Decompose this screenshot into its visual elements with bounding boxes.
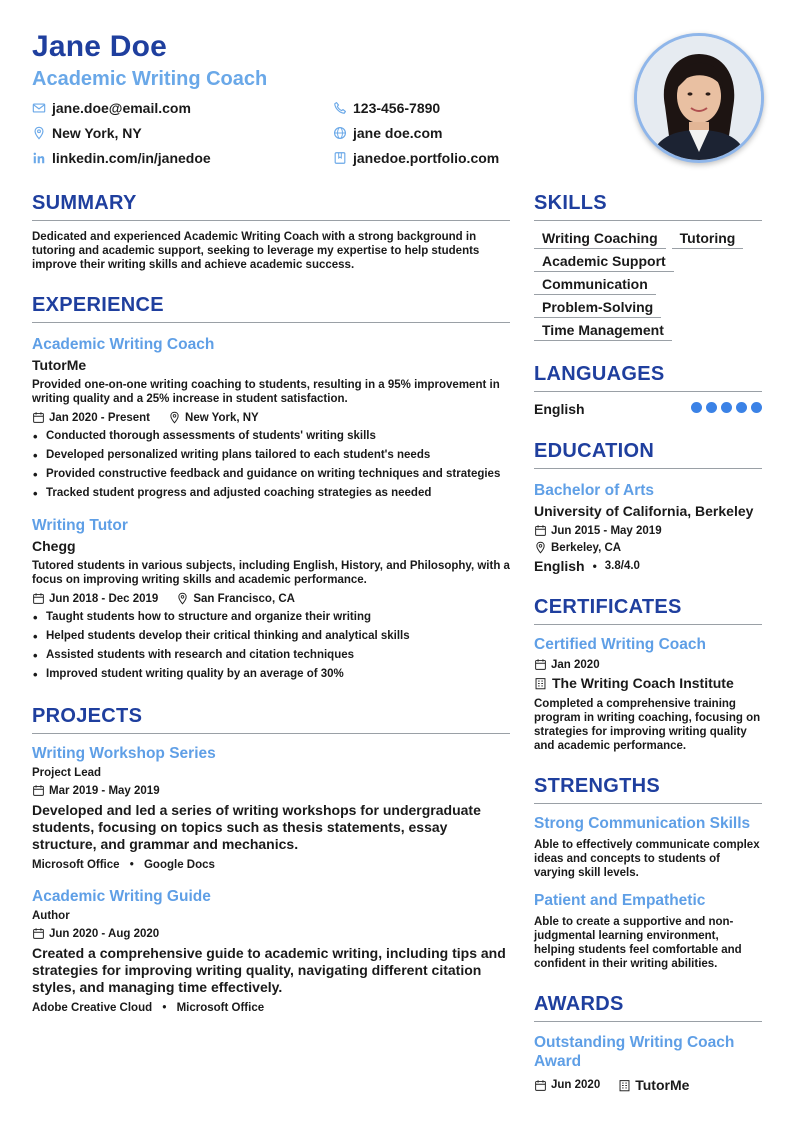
skill-tag: Tutoring: [672, 230, 744, 249]
project-role: Author: [32, 910, 70, 922]
award-title: Outstanding Writing Coach Award: [534, 1034, 735, 1070]
education-section: [534, 440, 762, 574]
language-name: English: [534, 401, 585, 417]
certificate-issuer: [534, 675, 762, 691]
job-location: [168, 411, 259, 424]
project-dates: [32, 927, 159, 940]
job-company: Chegg: [32, 538, 76, 554]
experience-item: [32, 517, 510, 681]
location-icon: [176, 592, 189, 605]
certificate-date-text: Jan 2020: [551, 658, 600, 671]
language-level-dot: [751, 402, 762, 413]
calendar-icon: [32, 592, 45, 605]
skill-tag: Problem-Solving: [534, 299, 661, 318]
education-location-item: [534, 541, 621, 554]
certificate-description: Completed a comprehensive training program in writing coaching, focusing on strategies for improving writing quality and academic performance.: [534, 698, 761, 752]
award-issuer: [618, 1077, 689, 1093]
linkedin-icon: [32, 151, 46, 165]
contact-email[interactable]: [32, 100, 191, 116]
contact-portfolio[interactable]: [333, 150, 499, 166]
job-company: TutorMe: [32, 357, 87, 373]
job-bullet: • Developed personalized writing plans tailored to each student's needs: [32, 448, 510, 462]
calendar-icon: [534, 524, 547, 537]
certificates-heading: CERTIFICATES: [534, 596, 762, 625]
phone-icon: [333, 101, 347, 115]
award-date: [534, 1079, 618, 1092]
avatar-portrait-icon: [637, 36, 761, 160]
project-meta: [32, 927, 510, 940]
building-icon: [534, 677, 547, 690]
project-item: [32, 745, 510, 872]
strengths-section: [534, 775, 762, 971]
calendar-icon: [32, 411, 45, 424]
contact-phone[interactable]: [333, 100, 440, 116]
certificate-date-item: [534, 658, 600, 671]
skill-tag: Writing Coaching: [534, 230, 666, 249]
education-heading: EDUCATION: [534, 440, 762, 469]
summary-heading: SUMMARY: [32, 192, 510, 221]
strength-title: Patient and Empathetic: [534, 892, 706, 909]
contact-website[interactable]: [333, 125, 442, 141]
location-icon: [534, 541, 547, 554]
experience-heading: EXPERIENCE: [32, 294, 510, 323]
education-dates-text: Jun 2015 - May 2019: [551, 524, 662, 537]
calendar-icon: [32, 784, 45, 797]
job-meta: [32, 592, 510, 605]
experience-section: [32, 294, 510, 681]
candidate-name: Jane Doe: [32, 30, 167, 63]
job-location: [176, 592, 295, 605]
contact-website-text: jane doe.com: [353, 125, 443, 141]
education-school: University of California, Berkeley: [534, 503, 754, 519]
contact-linkedin[interactable]: [32, 150, 211, 166]
job-bullet: • Provided constructive feedback and guidance on writing techniques and strategies: [32, 467, 510, 481]
language-level-dots: [687, 400, 762, 418]
award-issuer-text: TutorMe: [635, 1077, 690, 1093]
award-date-item: [534, 1079, 600, 1092]
award-meta: [534, 1077, 762, 1093]
candidate-title: Academic Writing Coach: [32, 68, 268, 90]
location-icon: [32, 126, 46, 140]
project-description: Created a comprehensive guide to academic writing, including tips and strategies for improving writing quality, navigating different citation styles, and managing time effectively.: [32, 945, 506, 995]
project-title: Academic Writing Guide: [32, 888, 211, 905]
language-level-dot: [721, 402, 732, 413]
skill-tag: Time Management: [534, 322, 672, 341]
language-level-dot: [691, 402, 702, 413]
job-location-text: New York, NY: [185, 411, 259, 424]
project-tool: Microsoft Office: [176, 1002, 265, 1014]
strength-description: Able to create a supportive and non-judgmental learning environment, helping students feel comfortable and confident in their writing abilities.: [534, 916, 742, 970]
award-date-text: Jun 2020: [551, 1079, 601, 1091]
certificates-section: [534, 596, 762, 753]
job-bullet: • Tracked student progress and adjusted coaching strategies as needed: [32, 486, 510, 500]
contact-location-text: New York, NY: [52, 125, 142, 141]
job-bullet: • Conducted thorough assessments of students' writing skills: [32, 429, 510, 443]
job-description: Provided one-on-one writing coaching to students, resulting in a 95% improvement in writing quality and a 25% increase in student satisfaction.: [32, 379, 500, 405]
certificate-issuer-text: The Writing Coach Institute: [552, 675, 734, 691]
skill-tag: Academic Support: [534, 253, 674, 272]
contact-email-text: jane.doe@email.com: [52, 100, 191, 116]
skills-section: [534, 192, 762, 341]
experience-item: [32, 336, 510, 500]
languages-section: [534, 363, 762, 418]
project-item: [32, 888, 510, 1015]
project-tool: Adobe Creative Cloud: [32, 1002, 153, 1014]
language-row: [534, 400, 762, 418]
job-meta: [32, 411, 510, 424]
strength-title: Strong Communication Skills: [534, 815, 751, 832]
calendar-icon: [534, 658, 547, 671]
job-dates-text: Jan 2020 - Present: [49, 411, 151, 424]
project-tools: Microsoft Office • Google Docs: [32, 859, 215, 871]
project-title: Writing Workshop Series: [32, 745, 216, 762]
job-bullet: • Improved student writing quality by an average of 30%: [32, 667, 510, 681]
project-dates-text: Mar 2019 - May 2019: [49, 784, 160, 797]
project-tool: Google Docs: [143, 859, 215, 871]
awards-heading: AWARDS: [534, 993, 762, 1022]
job-bullets: [32, 610, 510, 681]
projects-heading: PROJECTS: [32, 705, 510, 734]
contact-phone-text: 123-456-7890: [353, 100, 441, 116]
job-bullet: • Assisted students with research and citation techniques: [32, 648, 510, 662]
contact-location: [32, 125, 142, 141]
job-bullet: • Taught students how to structure and organize their writing: [32, 610, 510, 624]
right-column: [534, 192, 762, 1093]
education-dates-item: [534, 524, 662, 537]
calendar-icon: [32, 927, 45, 940]
language-level-dot: [706, 402, 717, 413]
contact-portfolio-text: janedoe.portfolio.com: [353, 150, 500, 166]
job-dates-text: Jun 2018 - Dec 2019: [49, 592, 159, 605]
contact-linkedin-text: linkedin.com/in/janedoe: [52, 150, 211, 166]
job-title: Academic Writing Coach: [32, 336, 215, 353]
project-role: Project Lead: [32, 767, 102, 779]
strength-description: Able to effectively communicate complex ideas and concepts to students of varying skill levels.: [534, 839, 760, 879]
mail-icon: [32, 101, 46, 115]
summary-section: [32, 192, 510, 272]
bookmark-icon: [333, 151, 347, 165]
education-location-text: Berkeley, CA: [551, 541, 622, 554]
summary-text: Dedicated and experienced Academic Writing Coach with a strong background in tutoring and academic support, seeking to leverage my expertise to help students improve their writing skills and achieve academic success.: [32, 231, 480, 271]
projects-section: [32, 705, 510, 1015]
education-location: [534, 541, 762, 554]
languages-heading: LANGUAGES: [534, 363, 762, 392]
job-dates: [32, 411, 150, 424]
job-dates: [32, 592, 158, 605]
education-gpa: 3.8/4.0: [604, 560, 640, 572]
awards-section: [534, 993, 762, 1093]
project-tools: Adobe Creative Cloud • Microsoft Office: [32, 1002, 265, 1014]
skills-heading: SKILLS: [534, 192, 762, 221]
calendar-icon: [534, 1079, 547, 1092]
strengths-heading: STRENGTHS: [534, 775, 762, 804]
building-icon: [618, 1079, 631, 1092]
project-description: Developed and led a series of writing workshops for undergraduate students, focusing on topics such as thesis statements, essay structure, and grammar and mechanics.: [32, 802, 481, 852]
job-bullets: [32, 429, 510, 500]
education-dates: [534, 524, 762, 537]
certificate-title: Certified Writing Coach: [534, 636, 706, 653]
skill-tag: Communication: [534, 276, 656, 295]
job-location-text: San Francisco, CA: [193, 592, 295, 605]
job-title: Writing Tutor: [32, 517, 128, 534]
globe-icon: [333, 126, 347, 140]
project-meta: [32, 784, 510, 797]
education-field-row: English • 3.8/4.0: [534, 558, 640, 574]
profile-photo: [634, 33, 764, 163]
left-column: [32, 192, 510, 1015]
education-field: English: [534, 558, 585, 574]
job-bullet: • Helped students develop their critical thinking and analytical skills: [32, 629, 510, 643]
language-level-dot: [736, 402, 747, 413]
project-dates-text: Jun 2020 - Aug 2020: [49, 927, 160, 940]
project-tool: Microsoft Office: [32, 859, 120, 871]
location-icon: [168, 411, 181, 424]
job-description: Tutored students in various subjects, including English, History, and Philosophy, with a focus on improving writing skills and academic performance.: [32, 560, 510, 586]
skills-list: [534, 226, 762, 341]
certificate-date: [534, 658, 762, 671]
project-dates: [32, 784, 160, 797]
education-degree: Bachelor of Arts: [534, 482, 655, 499]
